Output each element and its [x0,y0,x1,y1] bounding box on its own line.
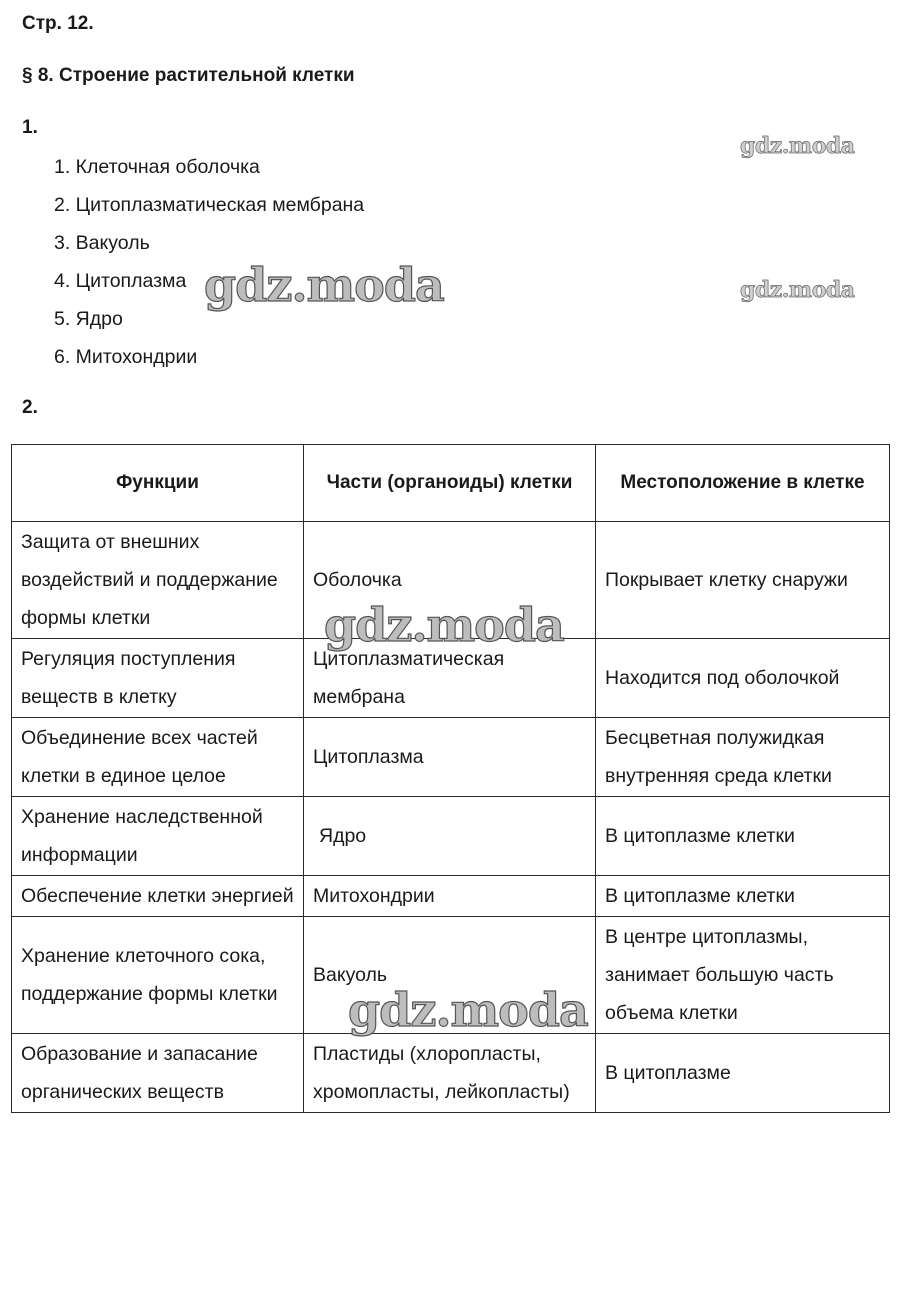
cell-location: Бесцветная полужидкая внутренняя среда клетки [596,718,890,797]
list-item: 4. Цитоплазма [54,270,187,292]
cell-part: Цитоплазматическая мембрана [304,639,596,718]
cell-structure-table [11,444,890,1113]
cell-location: Покрывает клетку снаружи [596,522,890,639]
page-label: Стр. 12. [22,13,94,34]
task-1-number: 1. [22,117,38,138]
cell-part: Цитоплазма [304,718,596,797]
table-row [12,917,890,1034]
watermark: gdz.moda [204,258,444,312]
section-title: § 8. Строение растительной клетки [22,65,355,86]
list-item: 3. Вакуоль [54,232,150,254]
cell-location: В центре цитоплазмы, занимает большую часть объема клетки [596,917,890,1034]
cell-part: Оболочка [304,522,596,639]
cell-part: Ядро [304,797,596,876]
watermark: gdz.moda [324,598,564,652]
cell-function: Хранение наследственной информации [12,797,304,876]
cell-function: Защита от внешних воздействий и поддержание формы клетки [12,522,304,639]
cell-function: Хранение клеточного сока, поддержание формы клетки [12,917,304,1034]
cell-part: Вакуоль [304,917,596,1034]
list-item: 1. Клеточная оболочка [54,156,260,178]
cell-function: Объединение всех частей клетки в единое целое [12,718,304,797]
cell-function: Образование и запасание органических веществ [12,1034,304,1113]
table-row [12,639,890,718]
cell-location: В цитоплазме [596,1034,890,1113]
list-item: 5. Ядро [54,308,123,330]
cell-part: Пластиды (хлоропласты, хромопласты, лейкопласты) [304,1034,596,1113]
table-row [12,522,890,639]
cell-location: В цитоплазме клетки [596,797,890,876]
cell-function: Регуляция поступления веществ в клетку [12,639,304,718]
table-row [12,876,890,917]
watermark: gdz.moda [348,983,588,1037]
cell-location: В цитоплазме клетки [596,876,890,917]
list-item: 6. Митохондрии [54,346,198,368]
cell-function: Обеспечение клетки энергией [12,876,304,917]
table-row [12,797,890,876]
table-header-row [12,445,890,522]
watermark: gdz.moda [740,277,855,303]
answer-list [54,150,364,378]
table-row [12,1034,890,1113]
table-row [12,718,890,797]
cell-part: Митохондрии [304,876,596,917]
header-parts: Части (органоиды) клетки [304,445,596,522]
task-2-number: 2. [22,397,38,418]
header-location: Местоположение в клетке [596,445,890,522]
watermark: gdz.moda [740,133,855,159]
header-functions: Функции [12,445,304,522]
cell-location: Находится под оболочкой [596,639,890,718]
list-item: 2. Цитоплазматическая мембрана [54,194,365,216]
